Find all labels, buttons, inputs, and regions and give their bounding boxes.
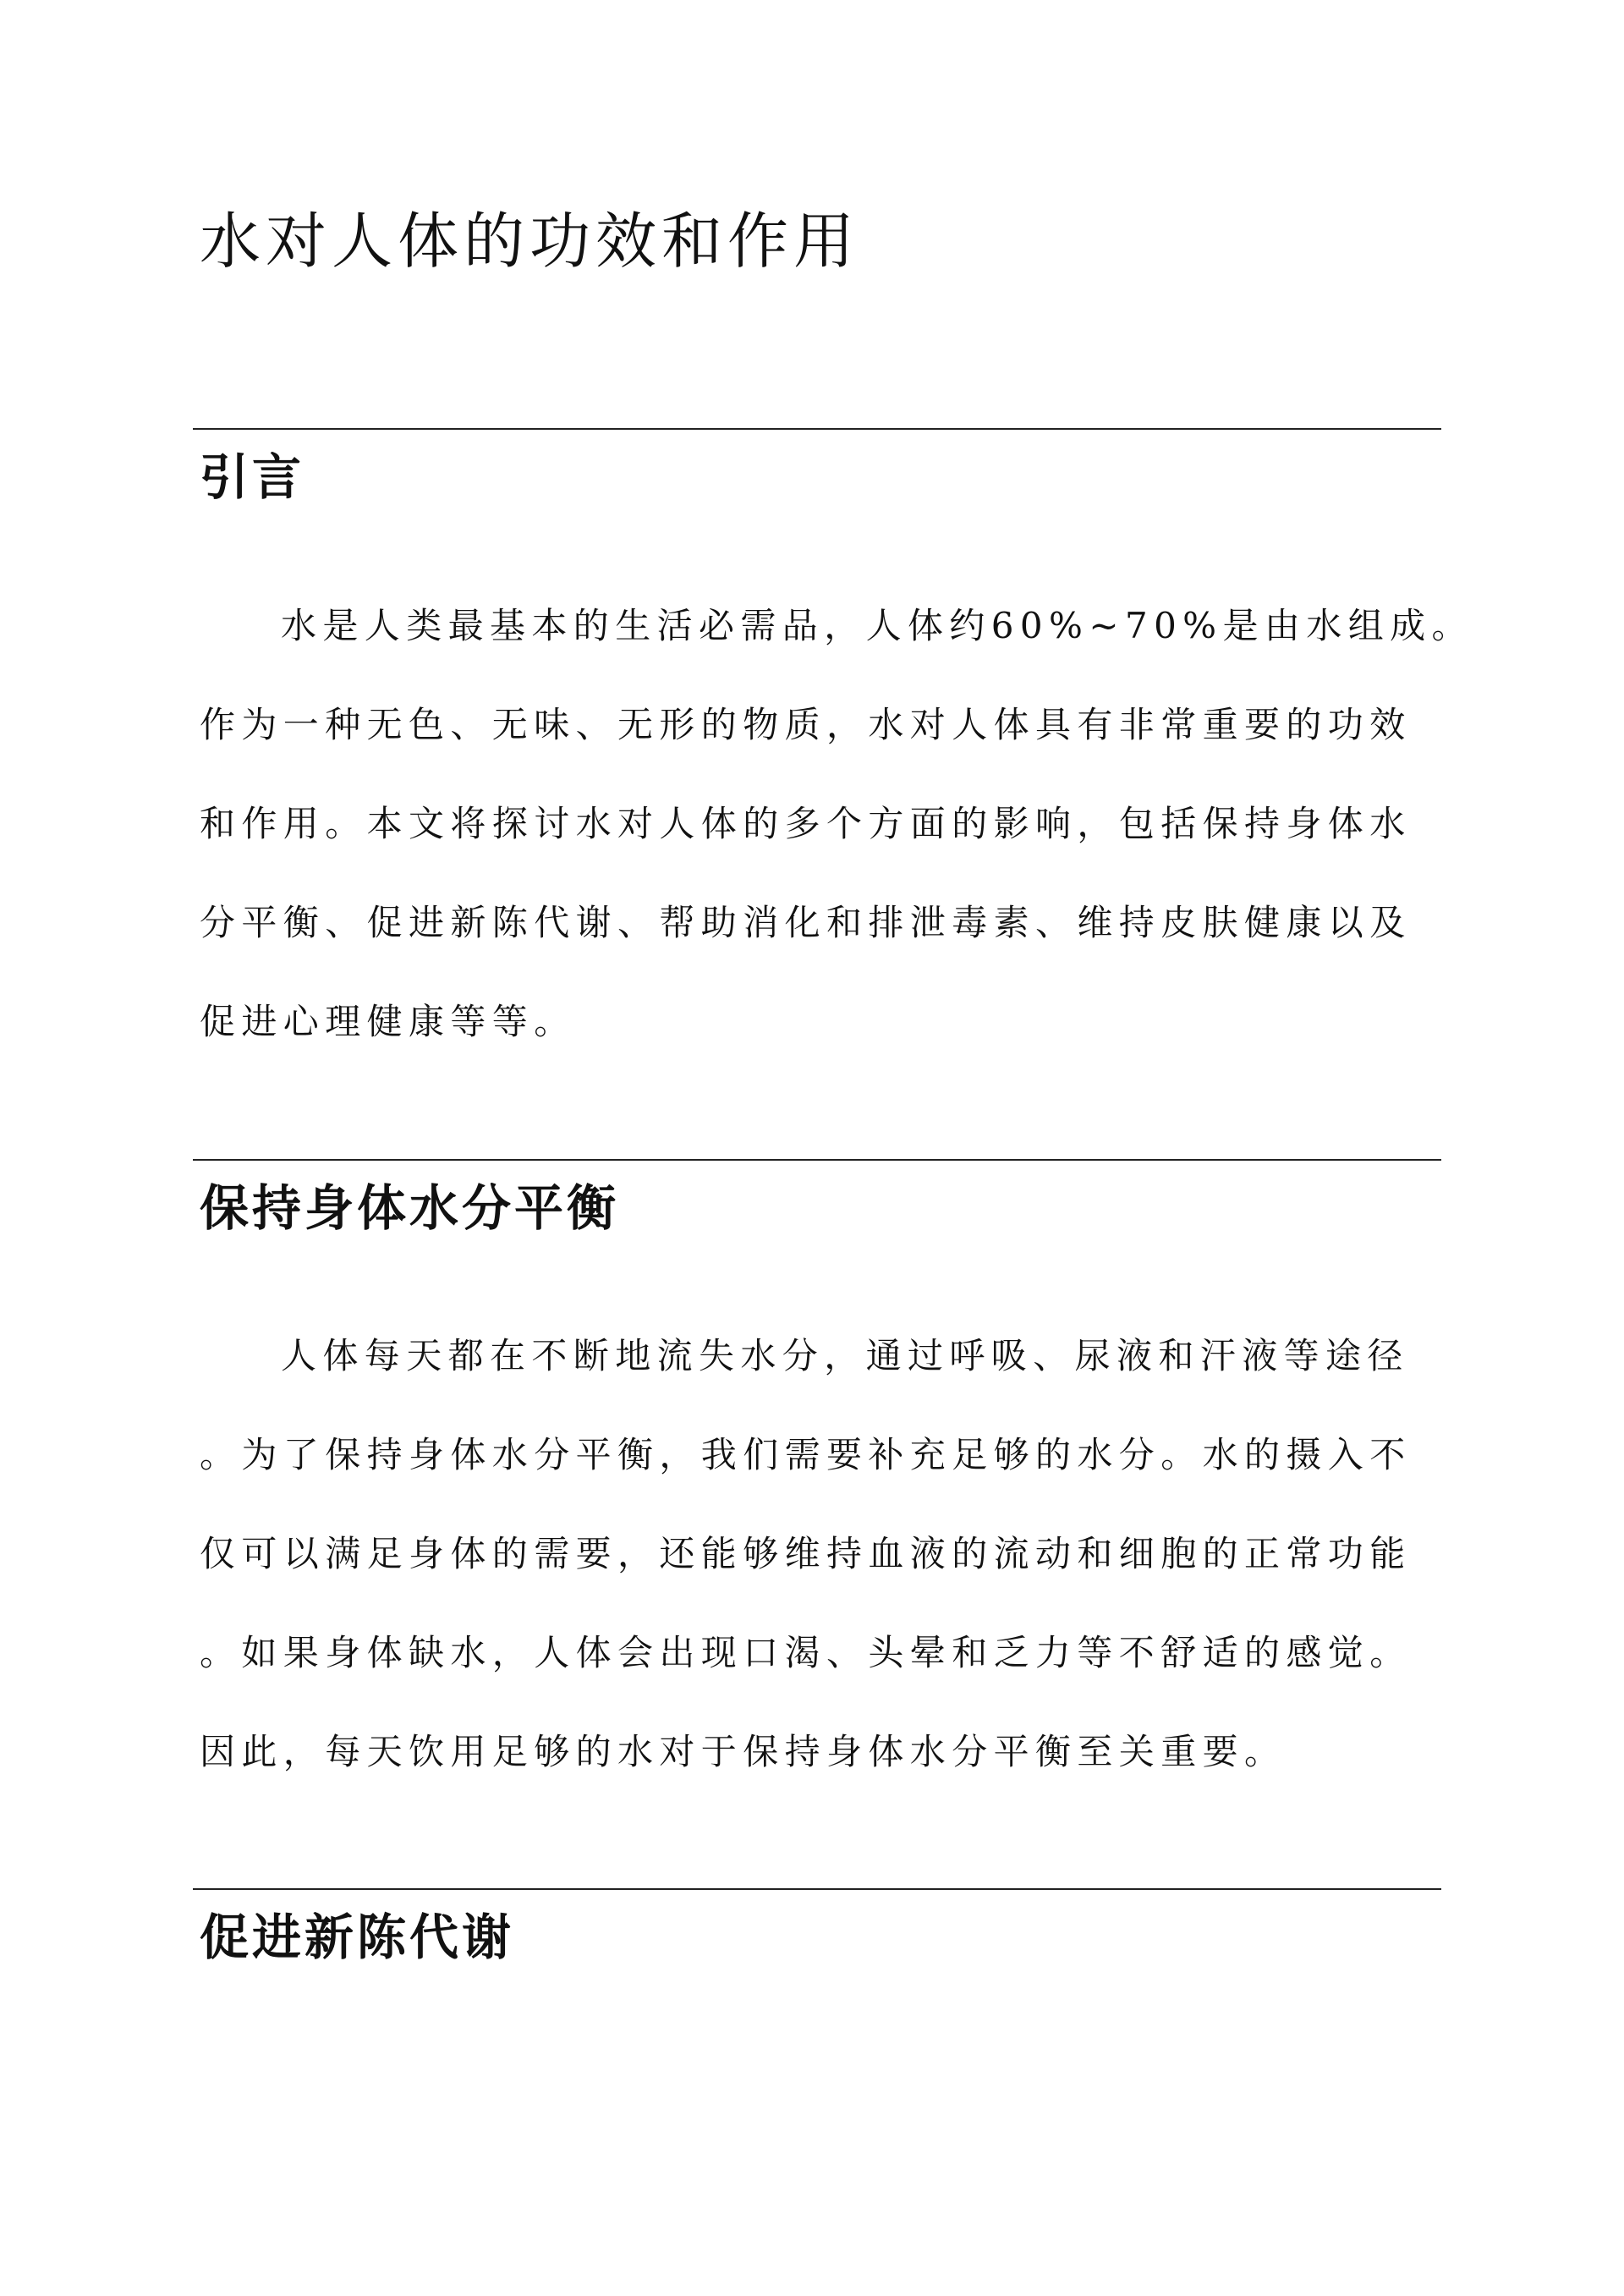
paragraph-line: 。如果身体缺水，人体会出现口渴、头晕和乏力等不舒适的感觉。 [200, 1632, 1412, 1673]
paragraph-line: 分平衡、促进新陈代谢、帮助消化和排泄毒素、维持皮肤健康以及 [200, 902, 1412, 943]
section-divider [193, 1888, 1441, 1890]
section-heading-intro: 引言 [200, 448, 305, 506]
section-divider [193, 1159, 1441, 1161]
document-title: 水对人体的功效和作用 [200, 206, 860, 277]
paragraph-line: 促进心理健康等等。 [200, 1001, 576, 1042]
paragraph-line: 因此，每天饮用足够的水对于保持身体水分平衡至关重要。 [200, 1731, 1287, 1772]
paragraph-line: 水是人类最基本的生活必需品，人体约60%~70%是由水组成。 [281, 605, 1473, 646]
paragraph-line: 作为一种无色、无味、无形的物质，水对人体具有非常重要的功效 [200, 704, 1412, 745]
section-heading-metabolism: 促进新陈代谢 [200, 1909, 515, 1966]
section-divider [193, 428, 1441, 430]
paragraph-line: 仅可以满足身体的需要，还能够维持血液的流动和细胞的正常功能 [200, 1533, 1412, 1574]
paragraph-line: 和作用。本文将探讨水对人体的多个方面的影响，包括保持身体水 [200, 803, 1412, 844]
section-heading-water-balance: 保持身体水分平衡 [200, 1179, 620, 1237]
paragraph-line: 。为了保持身体水分平衡，我们需要补充足够的水分。水的摄入不 [200, 1434, 1412, 1475]
paragraph-line: 人体每天都在不断地流失水分，通过呼吸、尿液和汗液等途径 [281, 1335, 1409, 1376]
